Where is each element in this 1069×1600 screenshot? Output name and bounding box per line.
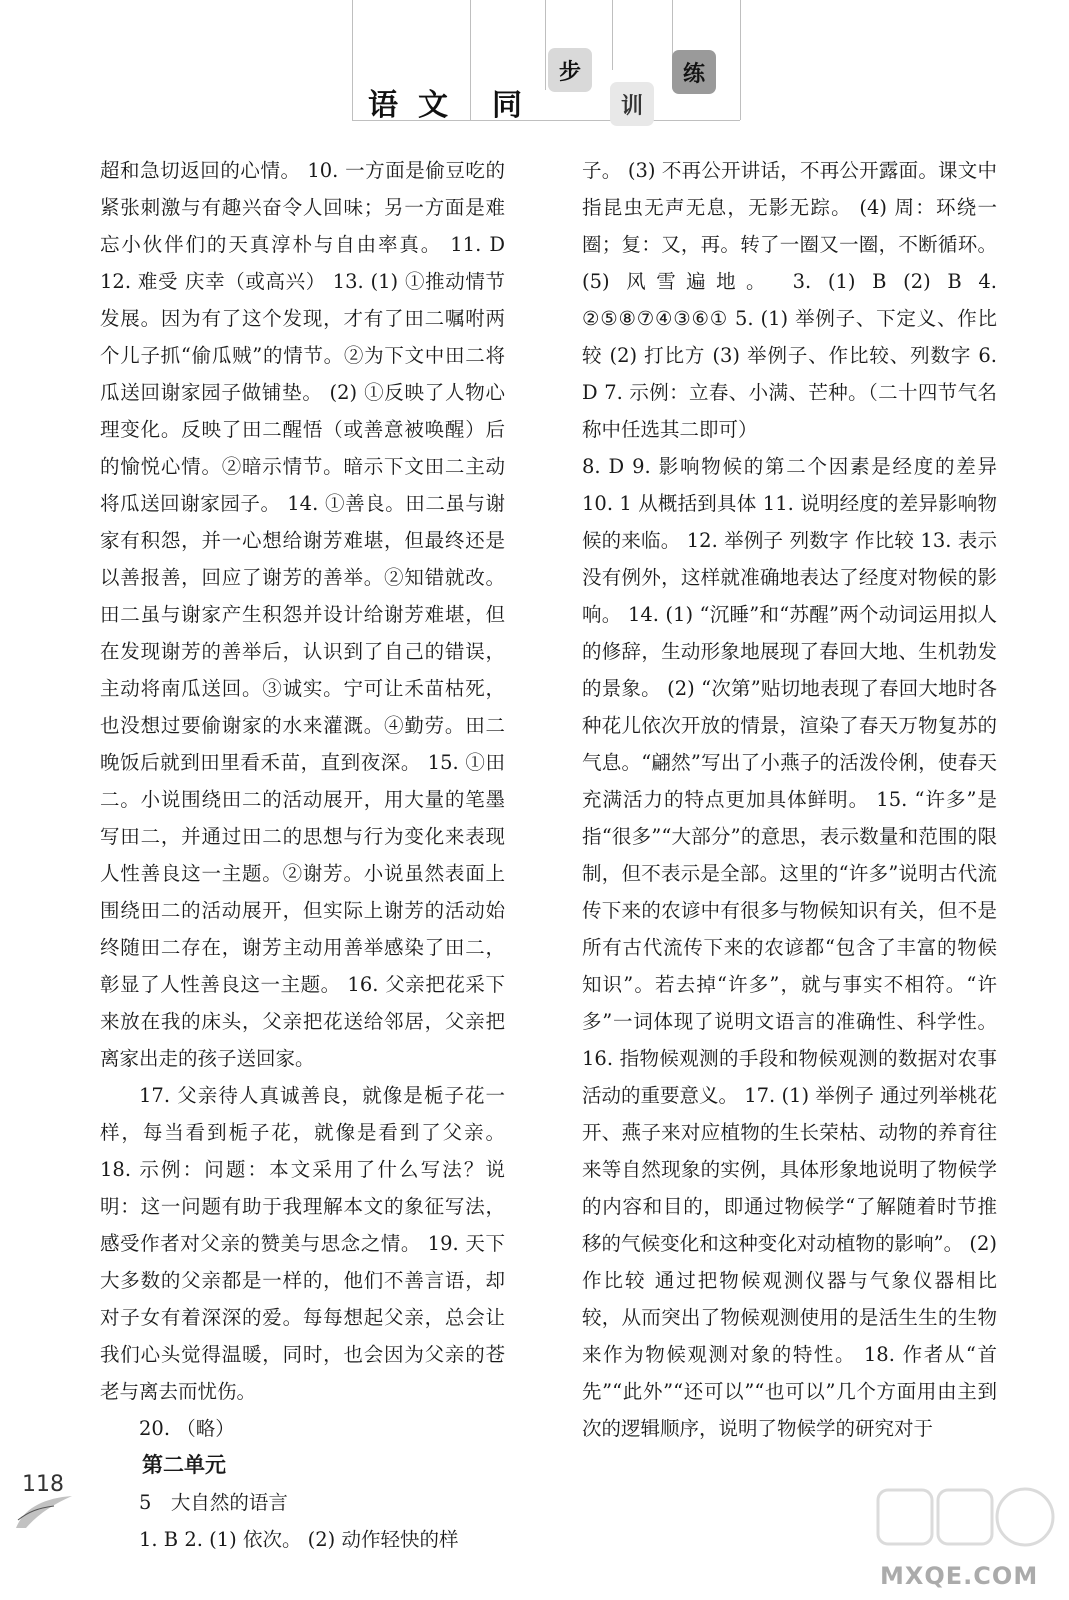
header-char-tong: 同 (492, 88, 522, 123)
header-rule (740, 0, 741, 120)
answer-paragraph: 超和急切返回的心情。 10. 一方面是偷豆吃的紧张刺激与有趣兴奋令人回味；另一方面是难忘小伙伴们的天真淳朴与自由率真。 11. D 12. 难受 庆幸（或高兴） 13. (1) ①推动情节发展。因为有了这个发现，才有了田二嘱咐两个儿子抓“偷瓜贼”的情节。②为下文中田二将瓜送回谢家园子做铺垫。 (2) ①反映了人物心理变化。反映了田二醒悟（或善意被唤醒）后的愉悦心情。②暗示情节。暗示下文田二主动将瓜送回谢家园子。 14. ①善良。田二虽与谢家有积怨，并一心想给谢芳难堪，但最终还是以善报善，回应了谢芳的善举。②知错就改。田二虽与谢家产生积怨并设计给谢芳难堪，但在发现谢芳的善举后，认识到了自己的错误，主动将南瓜送回。③诚实。宁可让禾苗枯死，也没想过要偷谢家的水来灌溉。④勤劳。田二晚饭后就到田里看禾苗，直到夜深。 15. ①田二。小说围绕田二的活动展开，用大量的笔墨写田二，并通过田二的思想与行为变化来表现人性善良这一主题。②谢芳。小说虽然表面上围绕田二的活动展开，但实际上谢芳的活动始终随田二存在，谢芳主动用善举感染了田二，彰显了人性善良这一主题。 16. 父亲把花采下来放在我的床头，父亲把花送给邻居，父亲把离家出走的孩子送回家。 (100, 159, 505, 1070)
answer-paragraph: 20. （略） (139, 1417, 235, 1440)
header-char-wen: 文 (418, 88, 448, 123)
answer-paragraph: 8. D 9. 影响物候的第二个因素是经度的差异 10. 1 从概括到具体 11. 说明经度的差异影响物候的来临。 12. 举例子 列数字 作比较 13. 表示没有例外，这样就准确地表达了经度对物候的影响。 14. (1) “沉睡”和“苏醒”两个动词运用拟人的修辞，生动形象地展现了春回大地、生机勃发的景象。 (2) “次第”贴切地表现了春回大地时各种花儿依次开放的情景，渲染了春天万物复苏的气息。“翩然”写出了小燕子的活泼伶俐，使春天充满活力的特点更加具体鲜明。 15. “许多”是指“很多”“大部分”的意思，表示数量和范围的限制，但不表示是全部。这里的“许多”说明古代流传下来的农谚中有很多与物候知识有关，但不是所有古代流传下来的农谚都“包含了丰富的物候知识”。若去掉“许多”，就与事实不相符。“许多”一词体现了说明文语言的准确性、科学性。 16. 指物候观测的手段和物候观测的数据对农事活动的重要意义。 17. (1) 举例子 通过列举桃花开、燕子来对应植物的生长荣枯、动物的养育往来等自然现象的实例，具体形象地说明了物候学的内容和目的，即通过物候学“了解随着时节推移的气候变化和这种变化对动植物的影响”。 (2) 作比较 通过把物候观测仪器与气象仪器相比较，从而突出了物候观测使用的是活生生的生物来作为物候观测对象的特性。 18. 作者从“首先”“此外”“还可以”“也可以”几个方面用由主到次的逻辑顺序，说明了物候学的研究对于 (582, 455, 997, 1440)
header-rule (352, 0, 353, 120)
page-number: 118 (22, 1472, 64, 1497)
header-rule (470, 0, 471, 120)
header-box-bu: 步 (548, 48, 592, 92)
answer-paragraph: 子。 (3) 不再公开讲话，不再公开露面。课文中指昆虫无声无息，无影无踪。 (4) 周：环绕一圈；复：又，再。转了一圈又一圈，不断循环。 (5) 风雪遍地。 3. (1) B (2) B 4. ②⑤⑧⑦④③⑥① 5. (1) 举例子、下定义、作比较 (2) 打比方 (3) 举例子、作比较、列数字 6. D 7. 示例：立春、小满、芒种。（二十四节气名称中任选其二即可） (582, 159, 997, 441)
header-rule (545, 0, 546, 90)
header-box-xun: 训 (610, 82, 654, 126)
answer-paragraph: 1. B 2. (1) 依次。 (2) 动作轻快的样 (139, 1528, 459, 1551)
header-rule (612, 0, 613, 70)
page-corner-leaf-icon (14, 1490, 74, 1530)
header-rule (352, 120, 740, 121)
answer-paragraph: 17. 父亲待人真诚善良，就像是栀子花一样，每当看到栀子花，就像是看到了父亲。 18. 示例：问题：本文采用了什么写法？说明：这一问题有助于我理解本文的象征写法，感受作者对父亲的赞美与思念之情。 19. 天下大多数的父亲都是一样的，他们不善言语，却对子女有着深深的爱。每每想起父亲，总会让我们心头觉得温暖，同时，也会因为父亲的苍老与离去而忧伤。 (100, 1084, 505, 1403)
watermark-url: MXQE.COM (880, 1562, 1039, 1590)
header-rule (672, 0, 673, 60)
header-char-yu: 语 (368, 88, 398, 123)
left-column (100, 152, 505, 1558)
header-box-lian: 练 (672, 50, 716, 94)
lesson-title: 5 大自然的语言 (139, 1491, 288, 1514)
unit-title: 第二单元 (142, 1453, 226, 1477)
page-header (0, 0, 1069, 150)
right-column (582, 152, 997, 1447)
